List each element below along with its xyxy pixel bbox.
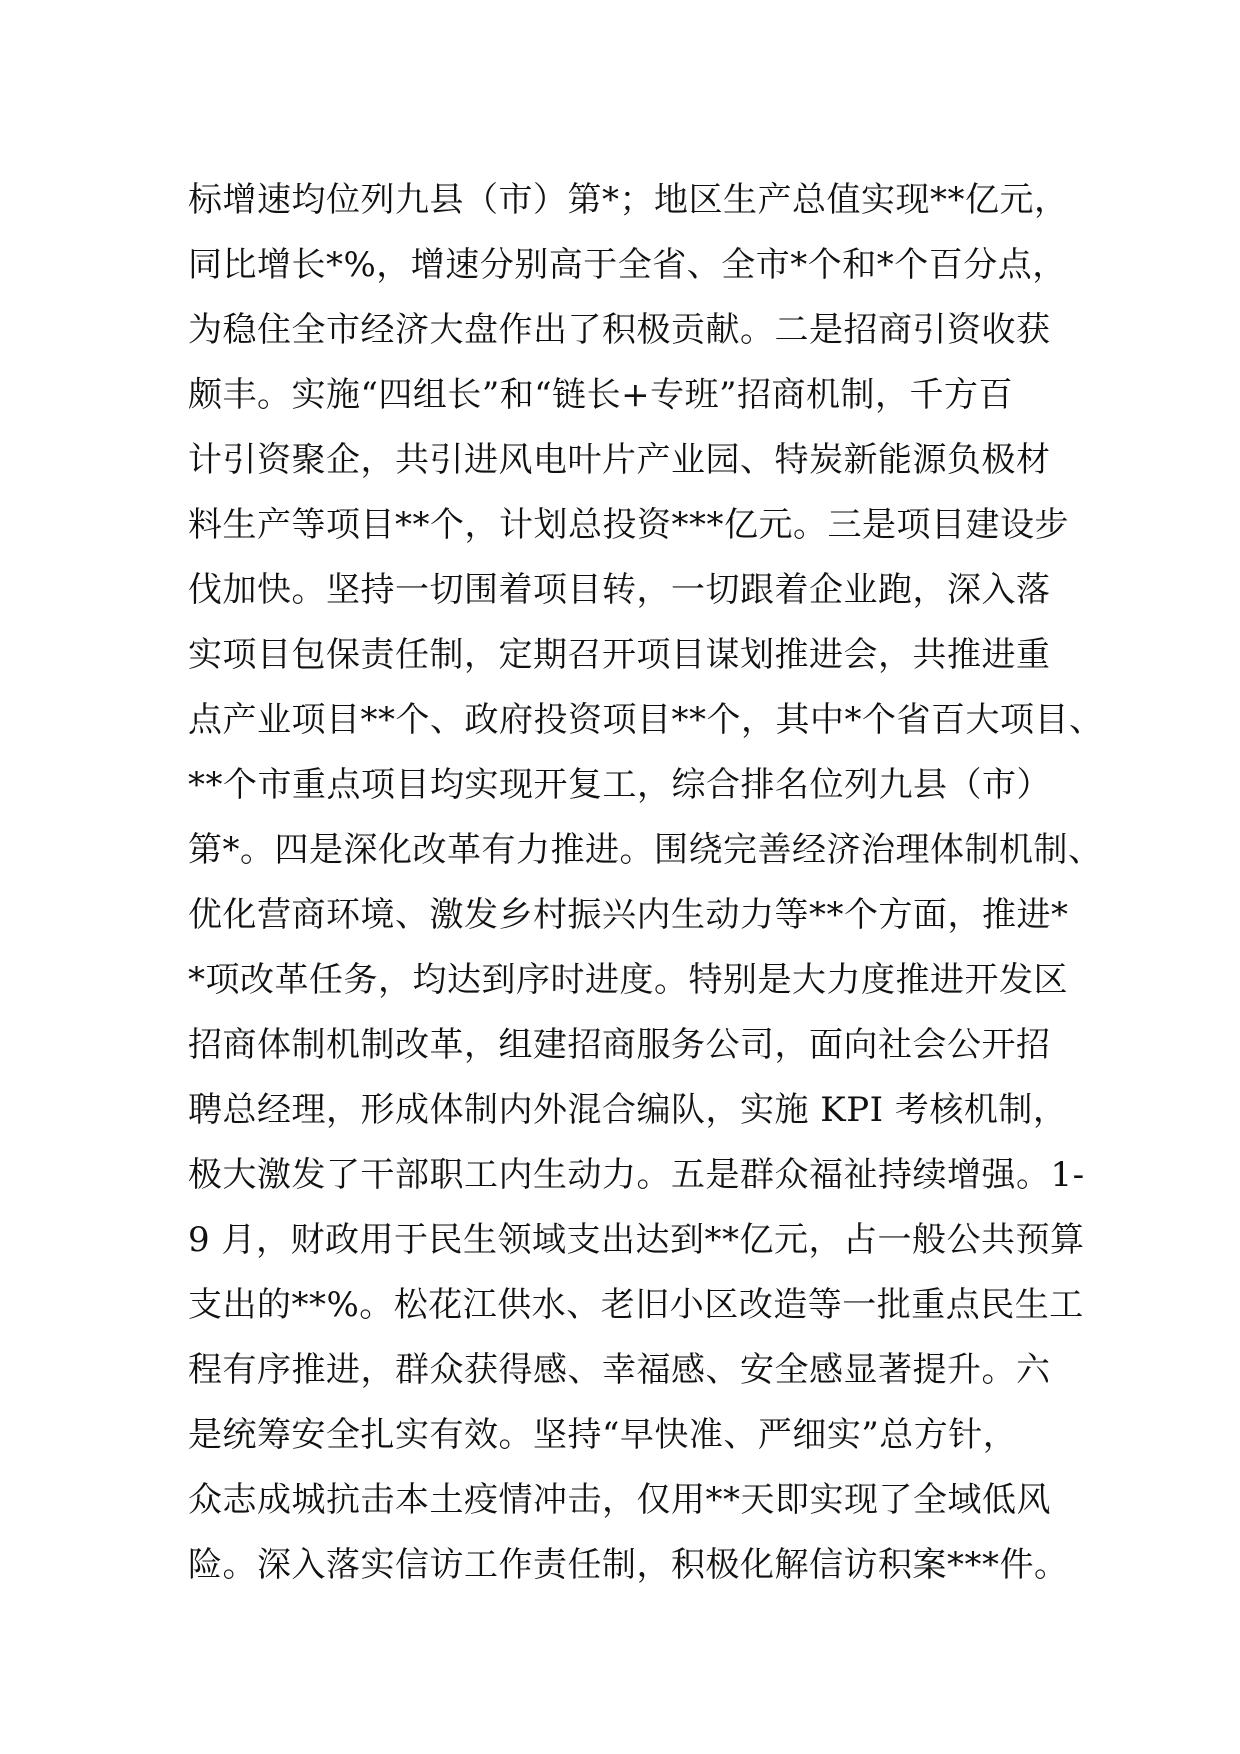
- body-paragraph: [188, 168, 1104, 1598]
- text-line-6: 料生产等项目**个，计划总投资***亿元。三是项目建设步: [188, 505, 1069, 545]
- text-line-8: 实项目包保责任制，定期召开项目谋划推进会，共推进重: [188, 635, 1051, 675]
- text-line-3: 为稳住全市经济大盘作出了积极贡献。二是招商引资收获: [188, 310, 1051, 350]
- text-line-13: *项改革任务，均达到序时进度。特别是大力度推进开发区: [188, 960, 1068, 1000]
- text-line-5: 计引资聚企，共引进风电叶片产业园、特炭新能源负极材: [188, 440, 1051, 480]
- text-line-9: 点产业项目**个、政府投资项目**个，其中*个省百大项目、: [188, 700, 1104, 740]
- text-line-15: 聘总经理，形成体制内外混合编队，实施 KPI 考核机制，: [188, 1090, 1068, 1130]
- text-line-21: 众志成城抗击本土疫情冲击，仅用**天即实现了全域低风: [188, 1480, 1051, 1520]
- text-line-16: 极大激发了干部职工内生动力。五是群众福祉持续增强。1-: [188, 1155, 1085, 1195]
- text-line-7: 伐加快。坚持一切围着项目转，一切跟着企业跑，深入落: [188, 570, 1051, 610]
- text-line-12: 优化营商环境、激发乡村振兴内生动力等**个方面，推进*: [188, 895, 1069, 935]
- text-line-20: 是统筹安全扎实有效。坚持“早快准、严细实”总方针，: [188, 1415, 1018, 1455]
- text-line-14: 招商体制机制改革，组建招商服务公司，面向社会公开招: [188, 1025, 1051, 1065]
- text-line-10: **个市重点项目均实现开复工，综合排名位列九县（市）: [188, 765, 1051, 805]
- text-line-2: 同比增长*%，增速分别高于全省、全市*个和*个百分点，: [188, 245, 1067, 285]
- text-line-18: 支出的**%。松花江供水、老旧小区改造等一批重点民生工: [188, 1285, 1084, 1325]
- text-line-19: 程有序推进，群众获得感、幸福感、安全感显著提升。六: [188, 1350, 1051, 1390]
- text-line-22: 险。深入落实信访工作责任制，积极化解信访积案***件。: [188, 1545, 1069, 1585]
- text-line-17: 9 月，财政用于民生领域支出达到**亿元，占一般公共预算: [188, 1220, 1085, 1260]
- text-line-11: 第*。四是深化改革有力推进。围绕完善经济治理体制机制、: [188, 830, 1103, 870]
- text-line-4: 颇丰。实施“四组长”和“链长+专班”招商机制，千方百: [188, 375, 1014, 415]
- text-line-1: 标增速均位列九县（市）第*；地区生产总值实现**亿元，: [188, 180, 1069, 220]
